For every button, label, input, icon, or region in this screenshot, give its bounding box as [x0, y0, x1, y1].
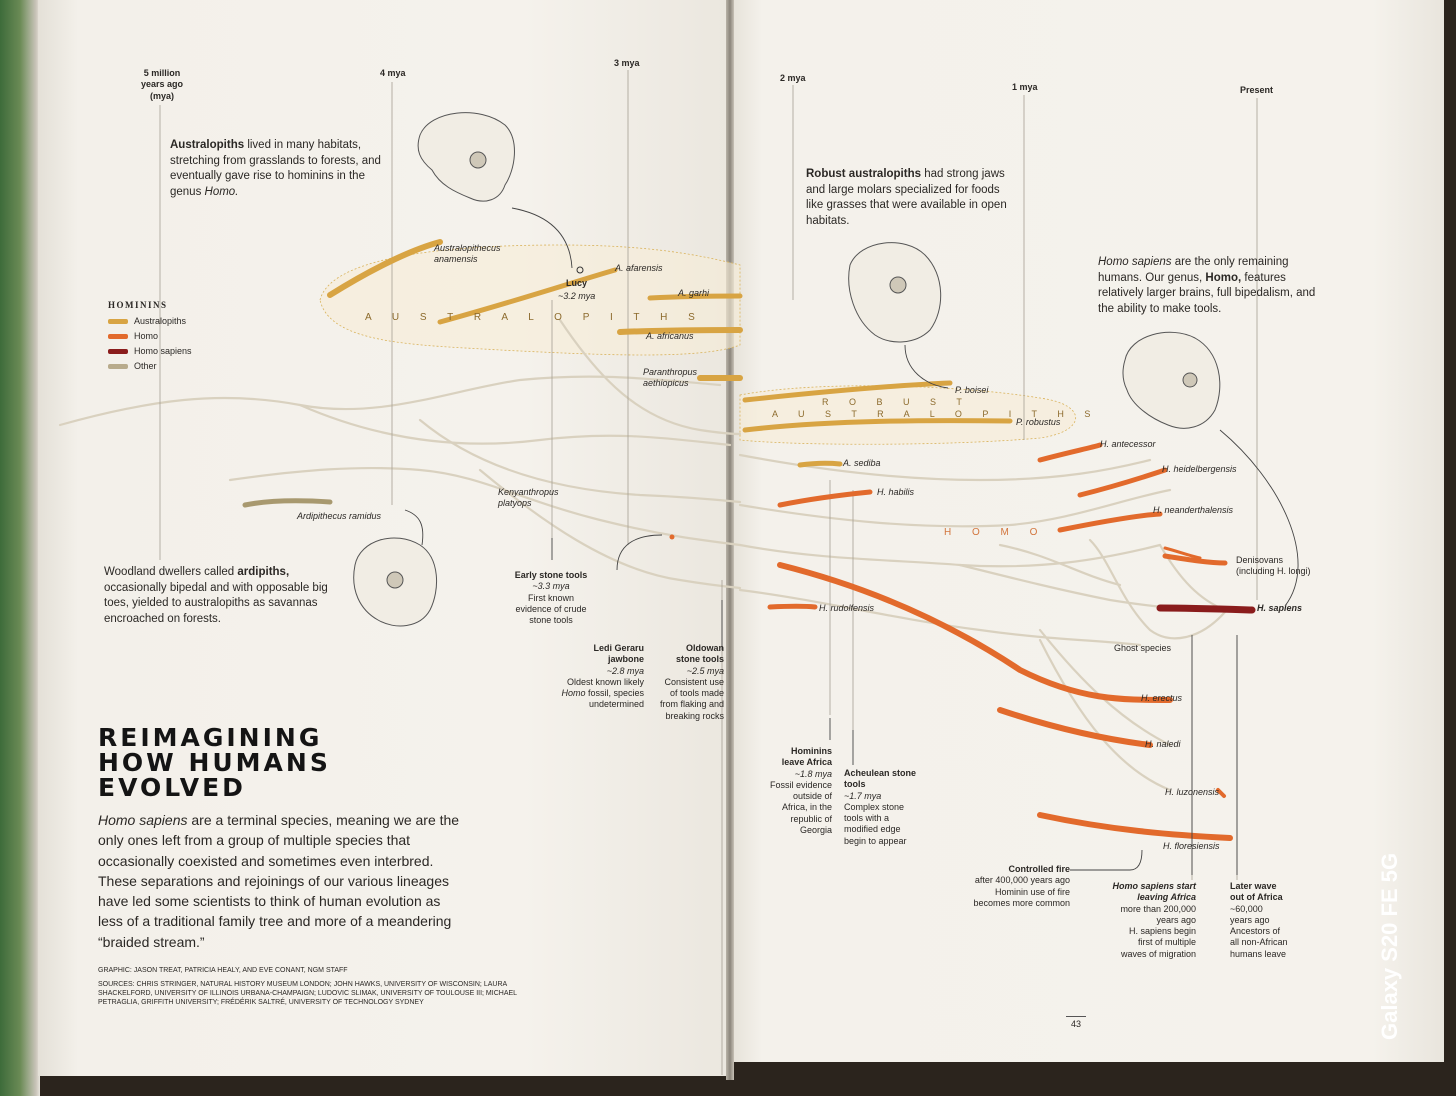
label-sediba: A. sediba [843, 458, 881, 468]
label-platyops: Kenyanthropus platyops [498, 487, 559, 509]
tick-present: Present [1240, 85, 1274, 95]
legend-item-homo-sapiens: Homo sapiens [108, 344, 228, 359]
camera-watermark: Galaxy S20 FE 5G [1377, 852, 1402, 1040]
group-label-homo: H O M O [944, 527, 1047, 538]
legend-title: HOMININS [108, 300, 168, 310]
skull-robust [849, 243, 941, 342]
event-later-wave-out-of-africa: Later wave out of Africa ~60,000 years ago Ancestors of all non-African humans leave [1230, 881, 1288, 959]
label-erectus: H. erectus [1141, 693, 1183, 703]
page-title: REIMAGINING HOW HUMANS EVOLVED [98, 723, 331, 802]
event-hominins-leave-africa: Hominins leave Africa ~1.8 mya Fossil evidence outside of Africa, in the republic of Georgia [769, 746, 832, 835]
legend-item-other: Other [108, 359, 228, 374]
label-antecessor: H. antecessor [1100, 439, 1156, 449]
label-boisei: P. boisei [955, 385, 989, 395]
label-ghost-species: Ghost species [1114, 643, 1172, 653]
tick-3mya: 3 mya [614, 58, 640, 68]
label-neanderthalensis: H. neanderthalensis [1153, 505, 1234, 515]
robust-australopiths-description: Robust australopiths had strong jaws and large molars specialized for foods like grasses that were available in open habitats. [806, 168, 1007, 227]
tick-1mya: 1 mya [1012, 82, 1038, 92]
event-homo-sapiens-leave-africa: Homo sapiens start leaving Africa more than 200,000 years ago H. sapiens begin first of multiple waves of migration [1112, 881, 1196, 959]
label-africanus: A. africanus [646, 331, 694, 341]
deck-text: Homo sapiens are a terminal species, meaning we are the only ones left from a group of multiple species that occasionally coexisted and sometimes even interbred. These separations and rejoinings of our various lineages have led some scientists to think of human evolution as less of a traditional family tree and more of a meandering “braided stream.” [98, 812, 460, 950]
skull-homo-sapiens [1123, 332, 1220, 428]
group-label-australopiths: A U S T R A L O P I T H S [365, 312, 704, 323]
tick-4mya: 4 mya [380, 68, 406, 78]
label-garhi: A. garhi [678, 288, 710, 298]
legend-item-homo: Homo [108, 329, 228, 344]
legend-swatch [108, 334, 128, 339]
homo-streams [770, 445, 1230, 838]
label-naledi: H. naledi [1145, 739, 1181, 749]
homo-sapiens-stream [1160, 608, 1252, 610]
label-afarensis: A. afarensis [615, 263, 663, 273]
label-lucy: Lucy [566, 278, 588, 288]
event-acheulean-stone-tools: Acheulean stone tools ~1.7 mya Complex stone tools with a modified edge begin to appear [844, 768, 917, 846]
label-rudolfensis: H. rudolfensis [819, 603, 875, 613]
event-early-stone-tools: Early stone tools ~3.3 mya First known evidence of crude stone tools [514, 570, 588, 625]
label-denisovans: Denisovans (including H. longi) [1236, 555, 1311, 577]
label-anamensis: Australopithecus anamensis [434, 243, 501, 265]
page-number: 43 [1066, 1016, 1086, 1030]
graphic-credit: GRAPHIC: JASON TREAT, PATRICIA HEALY, AND EVE CONANT, NGM STAFF [98, 967, 348, 974]
ardipiths-description: Woodland dwellers called ardipiths, occasionally bipedal and with opposable big toes, yielded to australopiths as savannas encroached on forests. [104, 566, 328, 625]
australopiths-description: Australopiths lived in many habitats, stretching from grasslands to forests, and eventually gave rise to hominins in the genus Homo. [170, 139, 381, 198]
label-lucy-date: ~3.2 mya [558, 291, 596, 301]
label-sapiens: H. sapiens [1257, 603, 1303, 613]
group-label-robust-australopiths: A U S T R A L O P I T H S [772, 409, 1100, 419]
legend-swatch [108, 349, 128, 354]
homo-sapiens-description: Homo sapiens are the only remaining humans. Our genus, Homo, features relatively larger brains, full bipedalism, and the ability to make tools. [1098, 256, 1316, 315]
ledi-marker [670, 535, 675, 540]
group-label-robust: R O B U S T [822, 397, 971, 407]
legend-swatch [108, 319, 128, 324]
legend-item-australopiths: Australopiths [108, 314, 228, 329]
label-ramidus: Ardipithecus ramidus [297, 511, 382, 521]
skull-ardipith [354, 538, 437, 626]
label-floresiensis: H. floresiensis [1163, 841, 1220, 851]
tick-5mya: 5 million years ago (mya) [140, 68, 184, 101]
event-ledi-geraru-jawbone: Ledi Geraru jawbone ~2.8 mya Oldest known likely Homo fossil, species undetermined [561, 643, 644, 710]
tick-2mya: 2 mya [780, 73, 806, 83]
event-oldowan-stone-tools: Oldowan stone tools ~2.5 mya Consistent use of tools made from flaking and breaking rocks [659, 643, 724, 721]
label-luzonensis: H. luzonensis [1165, 787, 1220, 797]
label-aethiopicus: Paranthropus aethiopicus [643, 367, 698, 389]
label-habilis: H. habilis [877, 487, 915, 497]
label-robustus: P. robustus [1016, 417, 1061, 427]
legend-swatch [108, 364, 128, 369]
sources-credit: SOURCES: CHRIS STRINGER, NATURAL HISTORY MUSEUM LONDON; JOHN HAWKS, UNIVERSITY OF WISCONSIN; LAURA SHACKELFORD, UNIVERSITY OF ILLINOIS URBANA-CHAMPAIGN; LUDOVIC SLIMAK, UNIVERSITY OF TOULOUSE III; MICHAEL PETRAGLIA, GRIFFITH UNIVERSITY; FRÉDÉRIK SALTRÉ, UNIVERSITY OF TECHNOLOGY SYDNEY [98, 981, 517, 1007]
legend [108, 300, 228, 374]
skull-australopith [418, 113, 514, 201]
event-controlled-fire: Controlled fire after 400,000 years ago Hominin use of fire becomes more common [973, 864, 1070, 908]
label-heidelbergensis: H. heidelbergensis [1162, 464, 1237, 474]
